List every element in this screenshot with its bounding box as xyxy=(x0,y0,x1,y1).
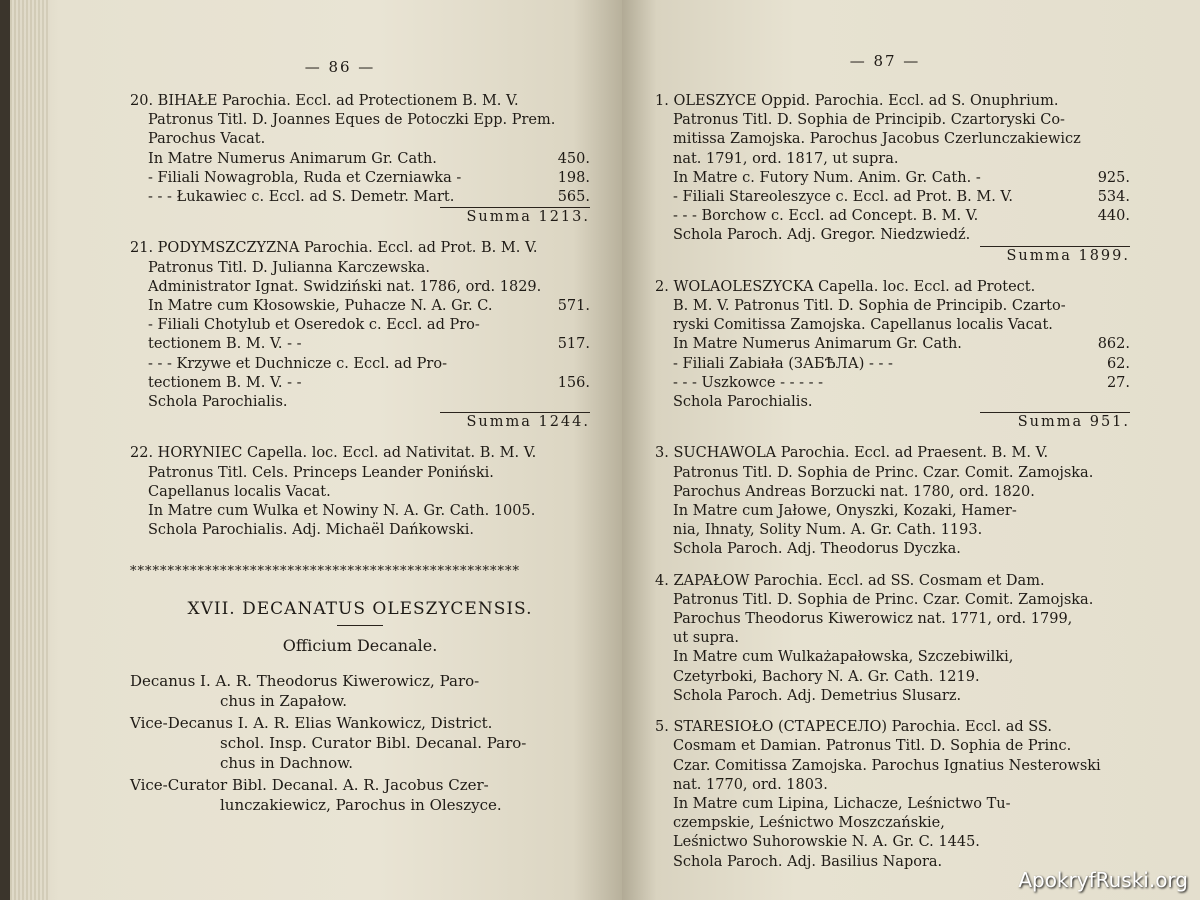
entry-line: 22. HORYNIEC Capella. loc. Eccl. ad Nativitat. B. M. V. xyxy=(130,445,537,462)
count-value: 862. xyxy=(1097,336,1130,353)
entry-line: Czar. Comitissa Zamojska. Parochus Ignatius Nesterowski xyxy=(673,757,1101,774)
count-row xyxy=(130,150,590,169)
count-value: 534. xyxy=(1097,189,1130,206)
entry-line: Patronus Titl. D. Sophia de Principib. Czartoryski Co- xyxy=(673,112,1065,129)
page-number-left: — 86 — xyxy=(304,58,376,76)
page-edges xyxy=(10,0,50,900)
count-label: Schola Parochialis. xyxy=(148,394,288,411)
count-row xyxy=(130,393,590,412)
count-value: 925. xyxy=(1097,169,1130,186)
entry-line: 2. WOLAOLESZYCKA Capella. loc. Eccl. ad Protect. xyxy=(655,278,1036,295)
count-label: In Matre Numerus Animarum Gr. Cath. xyxy=(673,336,962,353)
entry-line: In Matre cum Wulka et Nowiny N. A. Gr. Cath. 1005. xyxy=(148,503,536,520)
entry-line: 21. PODYMSZCZYZNA Parochia. Eccl. ad Prot. B. M. V. xyxy=(130,240,538,257)
left-page-text xyxy=(130,58,590,817)
officer-line: Vice-Curator Bibl. Decanal. A. R. Jacobus Czer- xyxy=(130,776,489,795)
count-row xyxy=(130,169,590,188)
entry-line: In Matre cum Wulkażapałowska, Szczebiwilki, xyxy=(673,649,1014,666)
count-value: 517. xyxy=(557,336,590,353)
parish-entry xyxy=(655,444,1130,559)
count-label: - - - Krzywe et Duchnicze c. Eccl. ad Pro- xyxy=(148,355,447,372)
entry-line: ut supra. xyxy=(673,630,740,647)
officer-line-cont: lunczakiewicz, Parochus in Oleszyce. xyxy=(220,796,502,815)
entry-line: Patronus Titl. D. Julianna Karczewska. xyxy=(148,259,430,276)
count-row xyxy=(655,335,1130,354)
entry-line: nat. 1791, ord. 1817, ut supra. xyxy=(673,150,899,167)
count-label: - Filiali Stareoleszyce c. Eccl. ad Prot. B. M. V. xyxy=(673,189,1013,206)
parish-entry xyxy=(655,92,1130,266)
count-row xyxy=(130,355,590,374)
parish-entry xyxy=(655,718,1130,872)
entry-line: Czetyrboki, Bachory N. A. Gr. Cath. 1219. xyxy=(673,668,980,685)
count-value: 440. xyxy=(1097,208,1130,225)
count-value xyxy=(550,355,590,374)
entry-line: Cosmam et Damian. Patronus Titl. D. Sophia de Princ. xyxy=(673,738,1072,755)
officer-entry xyxy=(130,713,590,773)
officer-line: Vice-Decanus I. A. R. Elias Wankowicz, District. xyxy=(130,714,493,733)
entry-line: B. M. V. Patronus Titl. D. Sophia de Principib. Czarto- xyxy=(673,298,1066,315)
count-value xyxy=(1090,226,1130,245)
count-row xyxy=(130,297,590,316)
count-label: Schola Parochialis. xyxy=(673,394,813,411)
parish-entry xyxy=(655,572,1130,706)
count-row xyxy=(655,374,1130,393)
entry-line: Patronus Titl. D. Sophia de Princ. Czar. Comit. Zamojska. xyxy=(673,464,1094,481)
summa-total: Summa 951. xyxy=(980,412,1130,432)
entry-line: 5. STARESIOŁO (СТАРЕСЕЛО) Parochia. Eccl. ad SS. xyxy=(655,719,1052,736)
officer-entry xyxy=(130,775,590,815)
count-row xyxy=(655,188,1130,207)
right-entries xyxy=(655,92,1130,872)
count-row xyxy=(130,335,590,354)
entry-line: nat. 1770, ord. 1803. xyxy=(673,776,828,793)
entry-line: Schola Paroch. Adj. Basilius Napora. xyxy=(673,853,943,870)
count-label: In Matre cum Kłosowskie, Puhacze N. A. Gr. C. xyxy=(148,298,493,315)
count-value xyxy=(1090,393,1130,412)
count-value: 156. xyxy=(557,374,590,391)
page-number-right: — 87 — xyxy=(849,52,921,70)
count-row xyxy=(655,393,1130,412)
count-row xyxy=(130,316,590,335)
count-row xyxy=(655,207,1130,226)
count-row xyxy=(130,188,590,207)
count-row xyxy=(655,355,1130,374)
count-row xyxy=(130,374,590,393)
entry-line: Patronus Titl. D. Sophia de Princ. Czar. Comit. Zamojska. xyxy=(673,591,1094,608)
parish-entry xyxy=(130,239,590,432)
count-label: In Matre c. Futory Num. Anim. Gr. Cath. - xyxy=(673,169,981,186)
entry-line: Patronus Titl. Cels. Princeps Leander Poniński. xyxy=(148,464,494,481)
entry-line: 1. OLESZYCE Oppid. Parochia. Eccl. ad S. Onuphrium. xyxy=(655,93,1059,109)
left-entries xyxy=(130,92,590,540)
officer-line-cont: chus in Zapałow. xyxy=(220,692,348,711)
count-value xyxy=(550,316,590,335)
entry-line: 20. BIHAŁE Parochia. Eccl. ad Protectionem B. M. V. xyxy=(130,93,519,109)
count-value: 571. xyxy=(557,298,590,315)
count-label: tectionem B. M. V. - - xyxy=(148,374,302,391)
entry-line: Schola Paroch. Adj. Demetrius Slusarz. xyxy=(673,687,962,704)
count-label: - Filiali Zabiała (ЗАБѢЛА) - - - xyxy=(673,355,893,372)
entry-line: In Matre cum Lipina, Lichacze, Leśnictwo Tu- xyxy=(673,795,1011,812)
count-value: 27. xyxy=(1106,374,1130,391)
entry-line: Schola Parochialis. Adj. Michaël Dańkowski. xyxy=(148,522,474,539)
summa-total: Summa 1244. xyxy=(440,412,590,432)
entry-line: 3. SUCHAWOLA Parochia. Eccl. ad Praesent. B. M. V. xyxy=(655,445,1049,462)
parish-entry xyxy=(655,278,1130,433)
entry-line: Parochus Theodorus Kiwerowicz nat. 1771, ord. 1799, xyxy=(673,611,1073,628)
entry-line: ryski Comitissa Zamojska. Capellanus localis Vacat. xyxy=(673,317,1053,334)
right-page-text xyxy=(655,52,1130,884)
entry-line: 4. ZAPAŁOW Parochia. Eccl. ad SS. Cosmam et Dam. xyxy=(655,572,1045,589)
entry-line: Capellanus localis Vacat. xyxy=(148,483,331,500)
officer-line-cont: schol. Insp. Curator Bibl. Decanal. Paro- xyxy=(220,734,527,753)
officers-list xyxy=(130,671,590,815)
parish-entry xyxy=(130,444,590,540)
officer-line-cont: chus in Dachnow. xyxy=(220,754,353,773)
count-row xyxy=(655,169,1130,188)
count-label: - - - Łukawiec c. Eccl. ad S. Demetr. Mart. xyxy=(148,189,455,206)
count-label: Schola Paroch. Adj. Gregor. Niedzwiedź. xyxy=(673,227,971,244)
summa-total: Summa 1899. xyxy=(980,246,1130,266)
entry-line: Patronus Titl. D. Joannes Eques de Potoczki Epp. Prem. xyxy=(148,112,556,129)
decanate-title: XVII. DECANATUS OLESZYCENSIS. xyxy=(187,598,533,619)
title-rule xyxy=(337,625,383,626)
entry-line: mitissa Zamojska. Parochus Jacobus Czerlunczakiewicz xyxy=(673,131,1081,148)
count-value: 62. xyxy=(1106,355,1130,372)
entry-line: Parochus Andreas Borzucki nat. 1780, ord. 1820. xyxy=(673,483,1035,500)
count-value xyxy=(550,393,590,412)
count-label: - Filiali Nowagrobla, Ruda et Czerniawka - xyxy=(148,169,462,186)
parish-entry xyxy=(130,92,590,227)
count-row xyxy=(655,226,1130,245)
entry-line: czempskie, Leśnictwo Moszczańskie, xyxy=(673,815,945,832)
count-label: - - - Uszkowce - - - - - xyxy=(673,374,823,391)
office-heading: Officium Decanale. xyxy=(282,635,438,655)
officer-entry xyxy=(130,671,590,711)
count-value: 565. xyxy=(557,189,590,206)
count-label: - Filiali Chotylub et Oseredok c. Eccl. ad Pro- xyxy=(148,317,480,334)
officer-line: Decanus I. A. R. Theodorus Kiwerowicz, Paro- xyxy=(130,672,480,691)
count-label: - - - Borchow c. Eccl. ad Concept. B. M. V. xyxy=(673,208,979,225)
summa-total: Summa 1213. xyxy=(440,207,590,227)
entry-line: Parochus Vacat. xyxy=(148,131,266,148)
count-label: tectionem B. M. V. - - xyxy=(148,336,302,353)
star-divider: **************************************************** xyxy=(130,564,520,580)
watermark: ApokryfRuski.org xyxy=(1018,868,1188,892)
entry-line: Leśnictwo Suhorowskie N. A. Gr. C. 1445. xyxy=(673,834,980,851)
entry-line: Schola Paroch. Adj. Theodorus Dyczka. xyxy=(673,541,961,558)
count-label: In Matre Numerus Animarum Gr. Cath. xyxy=(148,150,437,167)
entry-line: Administrator Ignat. Swidziński nat. 1786, ord. 1829. xyxy=(148,278,542,295)
count-value: 450. xyxy=(557,150,590,167)
entry-line: nia, Ihnaty, Solity Num. A. Gr. Cath. 1193. xyxy=(673,522,983,539)
count-value: 198. xyxy=(557,169,590,186)
entry-line: In Matre cum Jałowe, Onyszki, Kozaki, Hamer- xyxy=(673,503,1017,520)
